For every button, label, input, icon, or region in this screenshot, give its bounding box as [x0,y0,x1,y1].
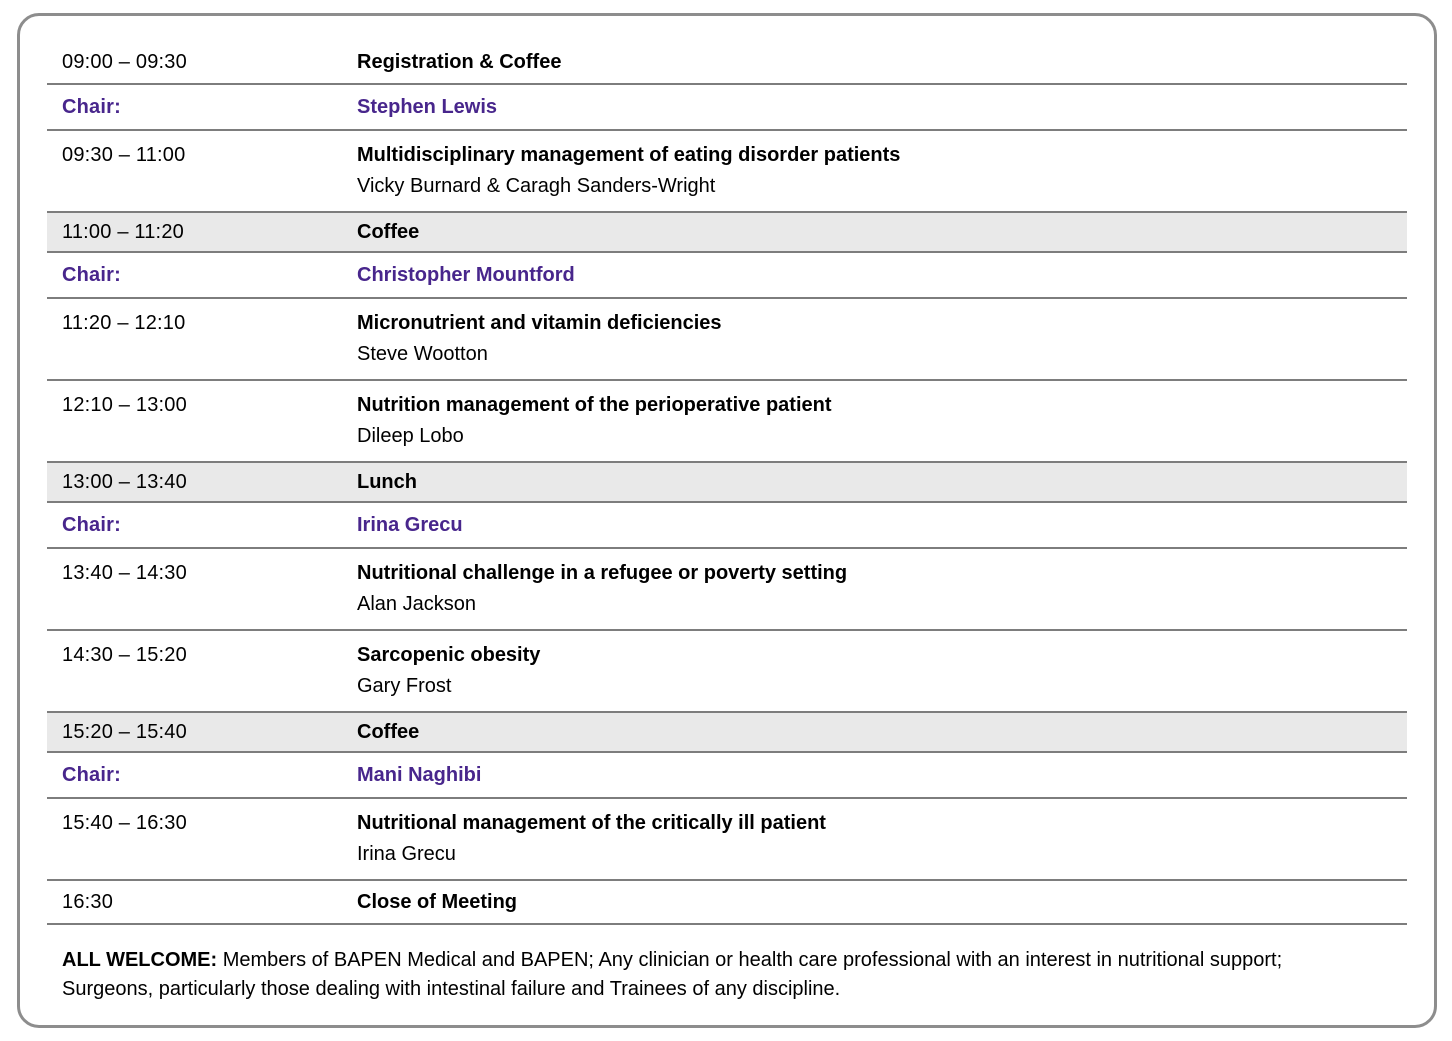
time-cell: 09:30 – 11:00 [62,144,186,166]
break-row [47,213,1407,253]
break-label: Lunch [357,470,417,493]
agenda-row [47,549,1407,631]
chair-row [47,85,1407,131]
chair-row [47,753,1407,799]
agenda-row [47,381,1407,463]
time-cell: 12:10 – 13:00 [62,394,187,416]
footer-note [47,925,1407,1004]
session-title: Nutrition management of the perioperative patient [357,394,832,416]
speaker-name: Irina Grecu [357,843,456,865]
time-cell: 13:00 – 13:40 [62,470,187,493]
chair-name: Christopher Mountford [357,263,575,286]
time-cell: 13:40 – 14:30 [62,562,187,584]
break-row [47,713,1407,753]
programme-card [17,13,1437,1028]
chair-label: Chair: [62,95,121,118]
time-cell: 15:20 – 15:40 [62,720,187,743]
time-cell: 16:30 [62,890,114,913]
speaker-name: Alan Jackson [357,593,476,615]
chair-row [47,503,1407,549]
chair-name: Irina Grecu [357,513,463,536]
agenda-table [47,41,1407,925]
chair-name: Stephen Lewis [357,95,498,118]
chair-label: Chair: [62,263,121,286]
footer-text-line2: Surgeons, particularly those dealing with intestinal failure and Trainees of any discipline. [62,978,841,1000]
chair-row [47,253,1407,299]
speaker-name: Dileep Lobo [357,425,464,447]
chair-label: Chair: [62,763,121,786]
session-title: Registration & Coffee [357,50,562,73]
agenda-row [47,631,1407,713]
footer-label: ALL WELCOME: [62,949,218,971]
time-cell: 11:20 – 12:10 [62,312,186,334]
agenda-row [47,131,1407,213]
time-cell: 09:00 – 09:30 [62,50,187,73]
footer-text-line1: Members of BAPEN Medical and BAPEN; Any clinician or health care professional with an interest in nutritional support; [217,949,1283,971]
agenda-row [47,799,1407,881]
session-title: Sarcopenic obesity [357,644,541,666]
programme-content [47,41,1407,1004]
speaker-name: Gary Frost [357,675,452,697]
session-title: Nutritional management of the critically ill patient [357,812,826,834]
speaker-name: Steve Wootton [357,343,488,365]
agenda-row [47,41,1407,85]
session-title: Nutritional challenge in a refugee or poverty setting [357,562,848,584]
session-title: Close of Meeting [357,890,518,913]
time-cell: 14:30 – 15:20 [62,644,187,666]
agenda-row [47,299,1407,381]
time-cell: 15:40 – 16:30 [62,812,187,834]
break-label: Coffee [357,220,420,243]
chair-label: Chair: [62,513,121,536]
time-cell: 11:00 – 11:20 [62,220,184,243]
break-label: Coffee [357,720,420,743]
session-title: Multidisciplinary management of eating disorder patients [357,144,901,166]
agenda-row [47,881,1407,925]
break-row [47,463,1407,503]
speaker-name: Vicky Burnard & Caragh Sanders-Wright [357,175,716,197]
chair-name: Mani Naghibi [357,763,482,786]
session-title: Micronutrient and vitamin deficiencies [357,312,722,334]
